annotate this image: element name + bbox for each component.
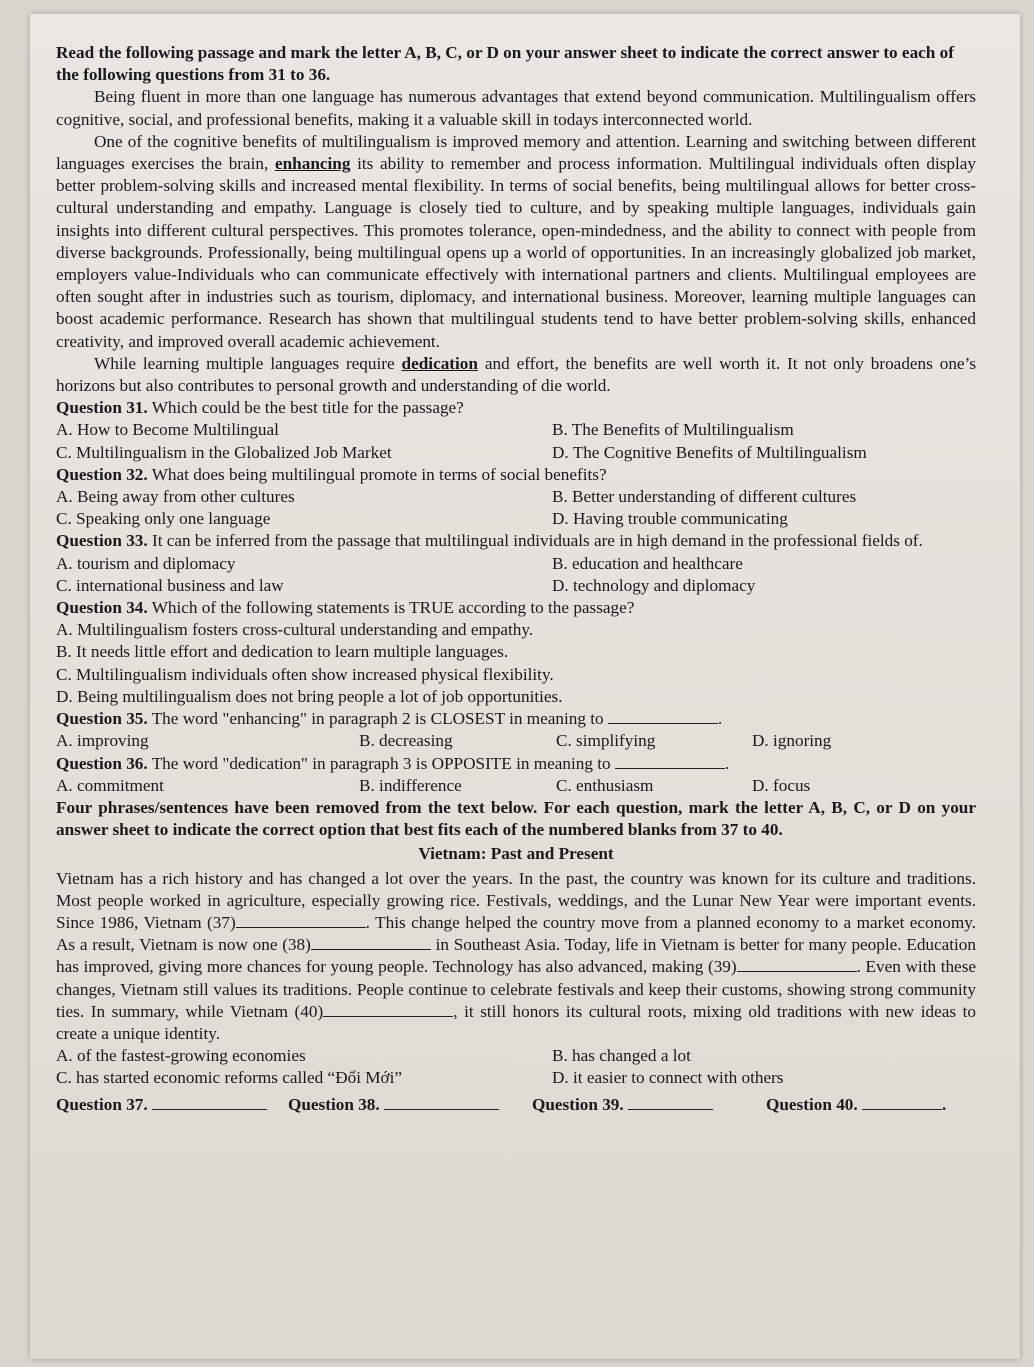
- option-c[interactable]: C. has started economic reforms called “Đổi Mới”: [56, 1068, 403, 1088]
- answer-blank-38[interactable]: [384, 1095, 499, 1110]
- answer-label-37: Question 37.: [56, 1094, 148, 1114]
- blank-37[interactable]: [236, 913, 366, 928]
- option-a[interactable]: A. of the fastest-growing economies: [56, 1046, 306, 1066]
- p2-text-a: One of the cognitive benefits of multilingualism is improved memory and attention. Learning and switching between different languages exercises the brain,: [56, 131, 976, 174]
- answer-blank-40[interactable]: [862, 1095, 942, 1110]
- option-c[interactable]: C. Multilingualism in the Globalized Job Market: [56, 442, 392, 462]
- option-c[interactable]: C. simplifying: [556, 731, 656, 751]
- cloze-text-4: . Even with these changes, Vietnam still values its traditions. People continue to celebrate festivals and keep their customs, showing strong community ties. In summary, while Vietnam (40): [56, 957, 977, 1021]
- answer-label-40: Question 40.: [766, 1094, 858, 1114]
- answer-blank[interactable]: [608, 709, 718, 724]
- option-a[interactable]: A. How to Become Multilingual: [56, 420, 279, 440]
- blank-38[interactable]: [311, 935, 431, 950]
- highlight-dedication: dedication: [401, 353, 478, 373]
- option-b[interactable]: B. education and healthcare: [552, 553, 743, 573]
- blank-40[interactable]: [323, 1002, 453, 1017]
- question-34: [56, 597, 976, 708]
- question-31: [56, 397, 976, 464]
- answer-38: [288, 1094, 532, 1116]
- option-d[interactable]: D. Being multilingualism does not bring people a lot of job opportunities.: [56, 686, 563, 706]
- cloze-text-3: in Southeast Asia. Today, life in Vietnam is better for many people. Education has improved, giving more chances for young people. Technology has also advanced, making (39): [56, 935, 976, 977]
- question-label: Question 34.: [56, 598, 148, 618]
- worksheet-content: [56, 42, 976, 1116]
- cloze-passage: [56, 868, 976, 1046]
- answer-label-39: Question 39.: [532, 1094, 624, 1114]
- answer-label-38: Question 38.: [288, 1094, 380, 1114]
- option-c[interactable]: C. enthusiasm: [556, 775, 654, 795]
- question-text: The word "dedication" in paragraph 3 is OPPOSITE in meaning to: [151, 753, 611, 773]
- cloze-text-1: Vietnam has a rich history and has changed a lot over the years. In the past, the country was known for its culture and traditions. Most people worked in agriculture, especially growing rice. Festivals, weddings, and the Lunar New Year were important events. Since 1986, Vietnam (37): [56, 868, 976, 932]
- answer-blank-39[interactable]: [628, 1095, 713, 1110]
- blank-39[interactable]: [737, 957, 857, 972]
- part2-instruction: Four phrases/sentences have been removed from the text below. For each question, mark the letter A, B, C, or D on your answer sheet to indicate the correct option that best fits each of the numbered blanks from 37 to 40.: [56, 797, 976, 840]
- question-label: Question 32.: [56, 464, 148, 484]
- worksheet-page: [30, 14, 1020, 1359]
- question-label: Question 36.: [56, 753, 148, 773]
- answer-blank-37[interactable]: [152, 1095, 267, 1110]
- reading-title: Vietnam: Past and Present: [418, 844, 614, 864]
- question-33: [56, 530, 976, 597]
- question-text: The word "enhancing" in paragraph 2 is CLOSEST in meaning to: [151, 709, 604, 729]
- option-a[interactable]: A. commitment: [56, 775, 164, 795]
- question-text: Which of the following statements is TRUE according to the passage?: [151, 598, 635, 618]
- answer-blank[interactable]: [615, 754, 725, 769]
- cloze-options: [56, 1045, 976, 1089]
- answer-40: Question 40. .: [766, 1094, 947, 1114]
- cloze-text-2: . This change helped the country move from a planned economy to a market economy. As a result, Vietnam is now one (38): [56, 912, 976, 955]
- answer-row: [56, 1094, 976, 1116]
- passage-paragraph-3: [56, 353, 976, 397]
- option-b[interactable]: B. has changed a lot: [552, 1046, 691, 1066]
- question-text: Which could be the best title for the passage?: [151, 398, 464, 418]
- option-b[interactable]: B. Better understanding of different cultures: [552, 487, 857, 507]
- option-c[interactable]: C. Multilingualism individuals often show increased physical flexibility.: [56, 664, 554, 684]
- option-a[interactable]: A. Multilingualism fosters cross-cultural understanding and empathy.: [56, 620, 534, 640]
- option-b[interactable]: B. The Benefits of Multilingualism: [552, 420, 794, 440]
- question-text: What does being multilingual promote in terms of social benefits?: [151, 464, 607, 484]
- question-label: Question 35.: [56, 709, 148, 729]
- passage-paragraph-1: Being fluent in more than one language has numerous advantages that extend beyond communication. Multilingualism offers cognitive, social, and professional benefits, making it a valuable skill in todays interconnected world.: [56, 87, 976, 129]
- option-c[interactable]: C. Speaking only one language: [56, 509, 271, 529]
- option-b[interactable]: B. decreasing: [359, 731, 453, 751]
- question-36: Question 36. The word "dedication" in paragraph 3 is OPPOSITE in meaning to . A. commitment B. indifference C. enthusiasm D. focus: [56, 753, 976, 797]
- option-b[interactable]: B. indifference: [359, 775, 462, 795]
- option-d[interactable]: D. focus: [752, 775, 811, 795]
- option-d[interactable]: D. The Cognitive Benefits of Multilingualism: [552, 442, 867, 462]
- cloze-text-5: , it still honors its cultural roots, mixing old traditions with new ideas to create a unique identity.: [56, 1001, 976, 1043]
- p2-text-b: its ability to remember and process information. Multilingual individuals often display better problem-solving skills and increased mental flexibility. In terms of social benefits, being multilingual allows for better cross-cultural understanding and empathy. Language is closely tied to culture, and by speaking multiple languages, individuals gain insights into different cultural perspectives. This promotes tolerance, open-mindedness, and the ability to connect with people from diverse backgrounds. Professionally, being multilingual opens up a world of opportunities. In an increasingly globalized job market, employers value-Individuals who can communicate effectively with international partners and clients. Multilingual employees are often sought after in industries such as tourism, diplomacy, and international business. Moreover, learning multiple languages can boost academic performance. Research has shown that multilingual students tend to have better problem-solving skills, enhanced creativity, and improved overall academic achievement.: [56, 154, 977, 351]
- option-d[interactable]: D. ignoring: [752, 731, 832, 751]
- question-label: Question 33.: [56, 531, 148, 551]
- question-label: Question 31.: [56, 398, 148, 418]
- option-d[interactable]: D. it easier to connect with others: [552, 1068, 784, 1088]
- answer-37: [56, 1094, 288, 1116]
- passage-paragraph-2: [56, 131, 976, 353]
- answer-39: [532, 1094, 766, 1116]
- option-d[interactable]: D. Having trouble communicating: [552, 509, 788, 529]
- option-a[interactable]: A. tourism and diplomacy: [56, 553, 236, 573]
- option-b[interactable]: B. It needs little effort and dedication to learn multiple languages.: [56, 642, 509, 662]
- highlight-enhancing: enhancing: [274, 154, 351, 174]
- question-text: It can be inferred from the passage that multilingual individuals are in high demand in the professional fields of.: [151, 531, 923, 551]
- p3-text-b: and effort, the benefits are well worth it. It not only broadens one’s horizons but also contributes to personal growth and understanding of die world.: [56, 353, 977, 396]
- option-c[interactable]: C. international business and law: [56, 575, 284, 595]
- question-32: [56, 464, 976, 531]
- option-a[interactable]: A. improving: [56, 731, 149, 751]
- part1-instruction: Read the following passage and mark the letter A, B, C, or D on your answer sheet to indicate the correct answer to each of the following questions from 31 to 36.: [56, 43, 954, 85]
- question-35: Question 35. The word "enhancing" in paragraph 2 is CLOSEST in meaning to . A. improving B. decreasing C. simplifying D. ignoring: [56, 708, 976, 752]
- option-a[interactable]: A. Being away from other cultures: [56, 487, 295, 507]
- option-d[interactable]: D. technology and diplomacy: [552, 575, 756, 595]
- p3-text-a: While learning multiple languages require: [94, 353, 395, 373]
